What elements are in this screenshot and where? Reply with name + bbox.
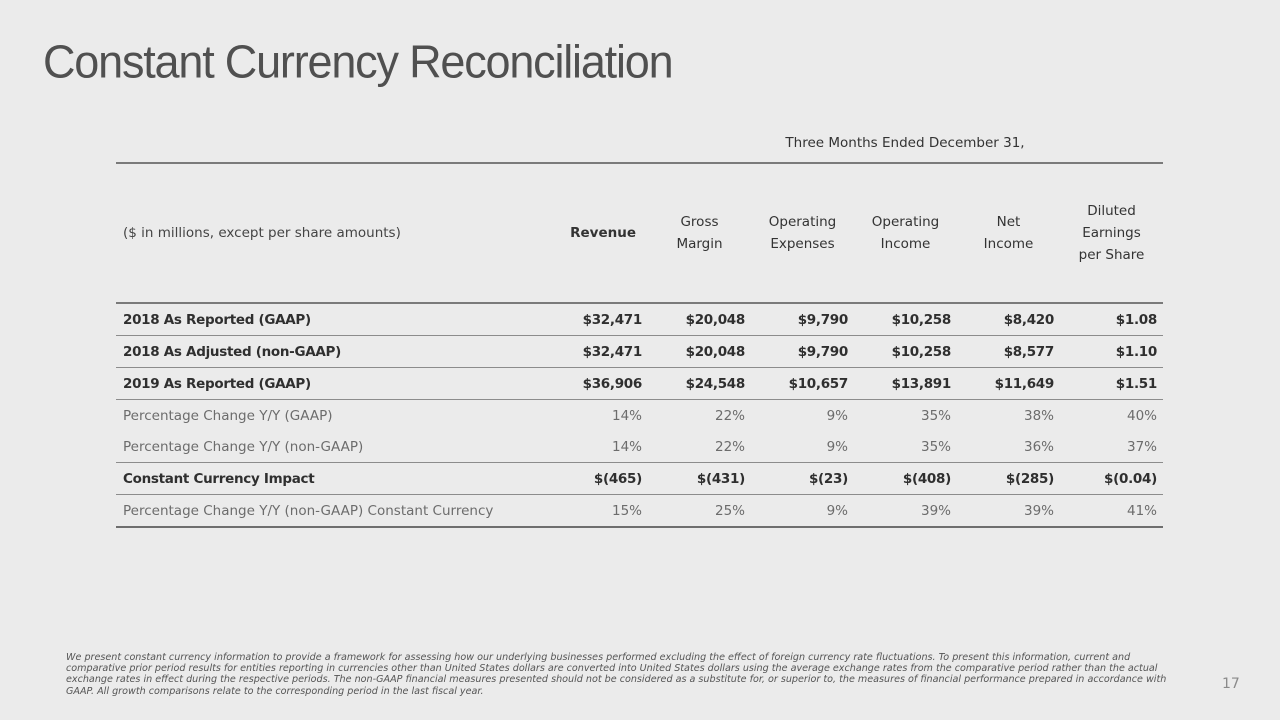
row-label: 2018 As Reported (GAAP) bbox=[116, 303, 562, 336]
cell-operating-income: 35% bbox=[920, 438, 951, 455]
cell-revenue: $32,471 bbox=[562, 303, 648, 336]
cell-revenue: $(465) bbox=[562, 463, 648, 495]
table-row bbox=[116, 368, 1163, 400]
table-row bbox=[116, 400, 1163, 432]
table-row bbox=[116, 463, 1163, 495]
cell-diluted-eps: $1.51 bbox=[1060, 368, 1163, 400]
cell-operating-income: 35% bbox=[854, 400, 957, 432]
cell-gross-margin: $(431) bbox=[648, 463, 751, 495]
cell-operating-expenses: $10,657 bbox=[751, 368, 854, 400]
cell-operating-expenses: $9,790 bbox=[751, 336, 854, 368]
cell-operating-income: 39% bbox=[854, 495, 957, 528]
cell-operating-income: $10,258 bbox=[854, 303, 957, 336]
cell-gross-margin: 25% bbox=[648, 495, 751, 528]
cell-diluted-eps: $1.10 bbox=[1060, 336, 1163, 368]
period-header: Three Months Ended December 31, bbox=[785, 135, 1025, 151]
cell-diluted-eps: 37% bbox=[1126, 438, 1157, 455]
cell-operating-expenses: 9% bbox=[826, 438, 848, 455]
slide-title: Constant Currency Reconciliation bbox=[43, 35, 673, 88]
cell-gross-margin: $20,048 bbox=[648, 336, 751, 368]
footnote-disclaimer: We present constant currency information to provide a framework for assessing how our underlying businesses performed excluding the effect of foreign currency rate fluctuations. To present this information, current and comparative prior period results for entities reporting in currencies other than United States dollars are converted into United States dollars using the average exchange rates from the comparative period rather than the actual exchange rates in effect during the respective periods. The non-GAAP financial measures presented should not be considered as a substitute for, or superior to, the measures of financial performance prepared in accordance with GAAP. All growth comparisons relate to the corresponding period in the last fiscal year. bbox=[66, 652, 1167, 697]
column-header-operating-expenses: Operating Expenses bbox=[768, 214, 837, 252]
row-label: Constant Currency Impact bbox=[116, 463, 562, 495]
row-label: Percentage Change Y/Y (non-GAAP) bbox=[123, 438, 364, 455]
column-header-net-income: Net Income bbox=[983, 214, 1034, 252]
cell-operating-income: $13,891 bbox=[854, 368, 957, 400]
table-row bbox=[116, 431, 1163, 463]
table-row bbox=[116, 303, 1163, 336]
cell-net-income: 39% bbox=[957, 495, 1060, 528]
row-label: 2019 As Reported (GAAP) bbox=[116, 368, 562, 400]
cell-revenue: $32,471 bbox=[562, 336, 648, 368]
cell-gross-margin: 22% bbox=[714, 438, 745, 455]
cell-operating-income: $(408) bbox=[854, 463, 957, 495]
cell-operating-expenses: $9,790 bbox=[751, 303, 854, 336]
cell-operating-expenses: $(23) bbox=[751, 463, 854, 495]
cell-net-income: $8,577 bbox=[957, 336, 1060, 368]
cell-net-income: 38% bbox=[957, 400, 1060, 432]
column-header-gross-margin: Gross Margin bbox=[676, 214, 723, 252]
cell-gross-margin: $24,548 bbox=[648, 368, 751, 400]
table-row bbox=[116, 336, 1163, 368]
reconciliation-table bbox=[116, 164, 1163, 528]
cell-operating-expenses: 9% bbox=[751, 400, 854, 432]
cell-net-income: $(285) bbox=[957, 463, 1060, 495]
column-header-revenue: Revenue bbox=[570, 225, 636, 241]
row-label: Percentage Change Y/Y (GAAP) bbox=[116, 400, 562, 432]
cell-gross-margin: $20,048 bbox=[648, 303, 751, 336]
cell-operating-expenses: 9% bbox=[751, 495, 854, 528]
column-header-operating-income: Operating Income bbox=[871, 214, 940, 252]
cell-revenue: 14% bbox=[611, 438, 642, 455]
cell-diluted-eps: 41% bbox=[1060, 495, 1163, 528]
cell-diluted-eps: $(0.04) bbox=[1060, 463, 1163, 495]
row-label: Percentage Change Y/Y (non-GAAP) Constant Currency bbox=[116, 495, 562, 528]
page-number: 17 bbox=[1222, 676, 1240, 692]
cell-net-income: $8,420 bbox=[957, 303, 1060, 336]
cell-net-income: 36% bbox=[1023, 438, 1054, 455]
table-header-row bbox=[116, 164, 1163, 303]
cell-revenue: 14% bbox=[562, 400, 648, 432]
cell-revenue: $36,906 bbox=[562, 368, 648, 400]
cell-revenue: 15% bbox=[562, 495, 648, 528]
cell-net-income: $11,649 bbox=[957, 368, 1060, 400]
cell-diluted-eps: 40% bbox=[1060, 400, 1163, 432]
column-header-diluted-eps: Diluted Earnings per Share bbox=[1078, 203, 1145, 263]
cell-diluted-eps: $1.08 bbox=[1060, 303, 1163, 336]
cell-operating-income: $10,258 bbox=[854, 336, 957, 368]
table-row bbox=[116, 495, 1163, 528]
units-label: ($ in millions, except per share amounts) bbox=[123, 225, 401, 241]
cell-gross-margin: 22% bbox=[648, 400, 751, 432]
row-label: 2018 As Adjusted (non-GAAP) bbox=[116, 336, 562, 368]
